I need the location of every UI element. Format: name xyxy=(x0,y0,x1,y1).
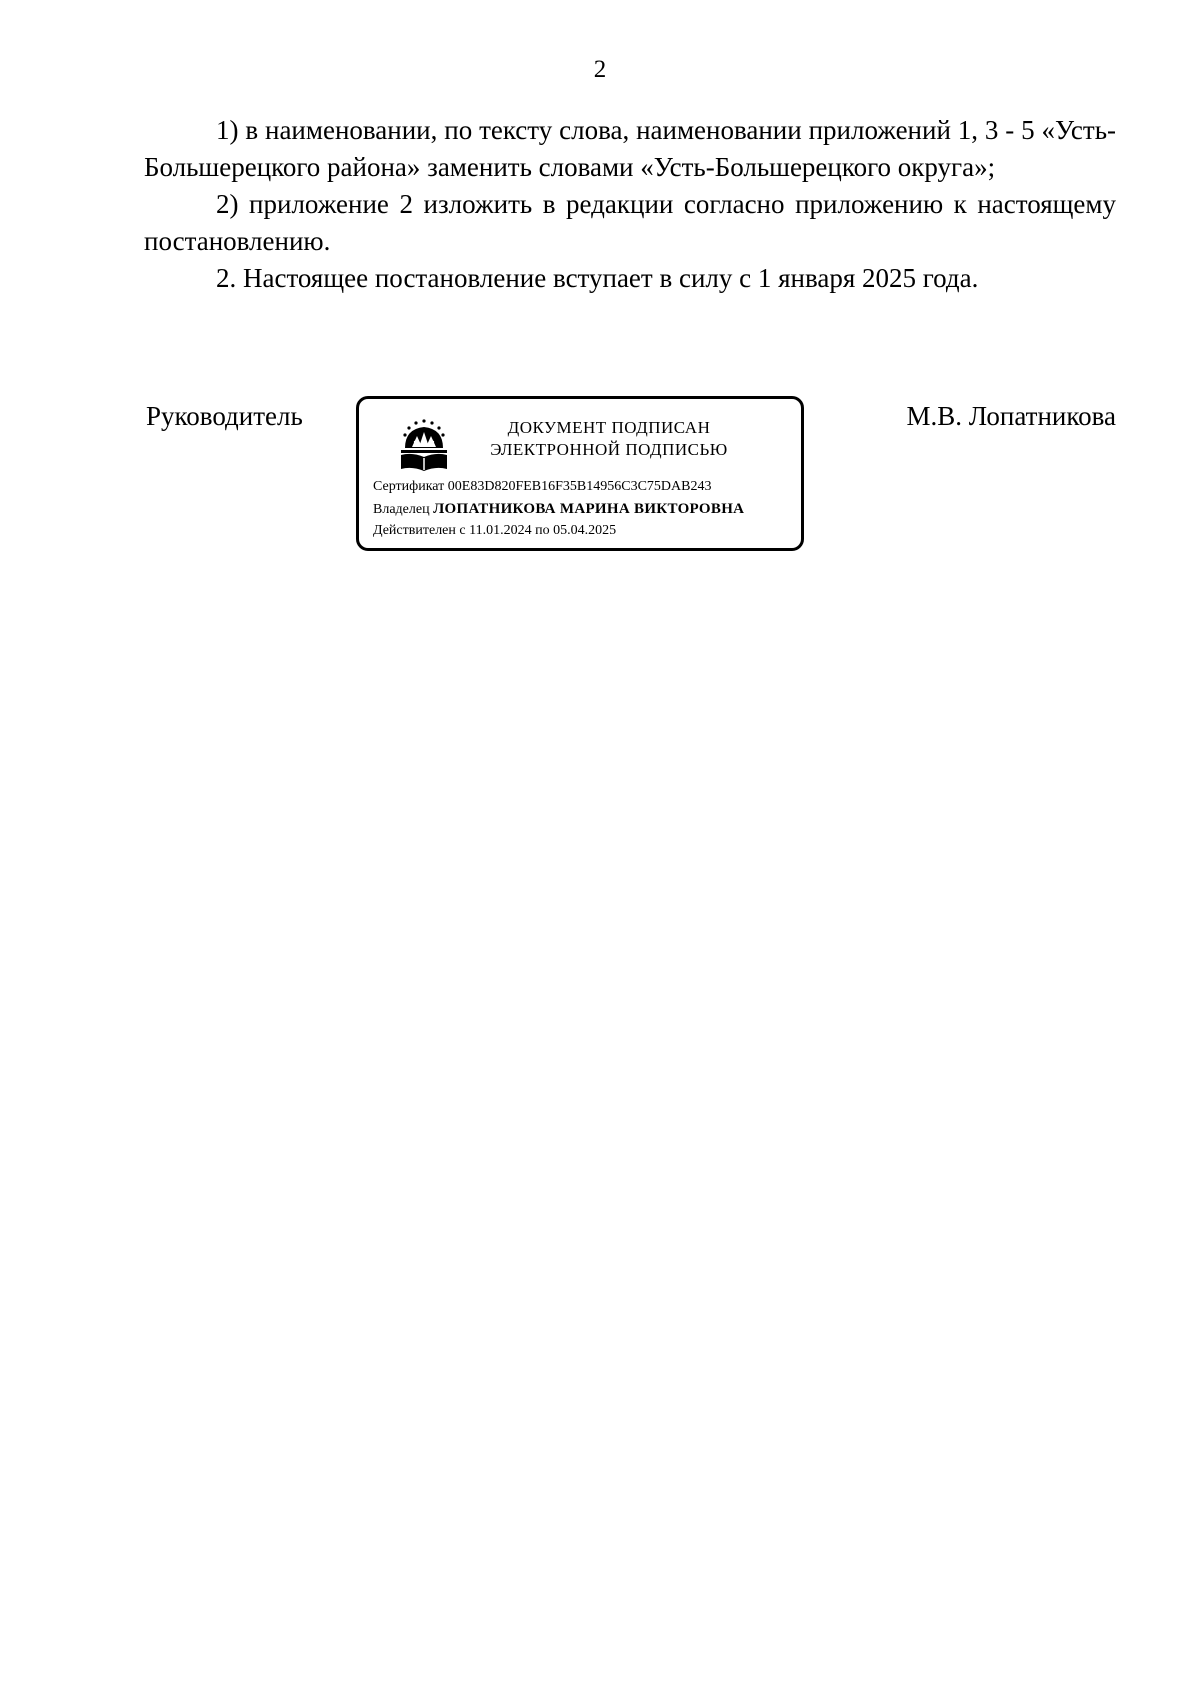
valid-to-date: 05.04.2025 xyxy=(553,523,617,538)
emblem-icon xyxy=(397,417,451,473)
stamp-heading xyxy=(459,417,759,461)
paragraph-item-2: 2) приложение 2 изложить в редакции согласно приложению к настоящему постановлению. xyxy=(144,189,1116,256)
paragraph-effective-date: 2. Настоящее постановление вступает в силу с 1 января 2025 года. xyxy=(216,263,979,293)
paragraph-item-1: 1) в наименовании, по тексту слова, наименовании приложений 1, 3 - 5 «Усть-Большерецкого района» заменить словами «Усть-Большерецкого округа»; xyxy=(144,115,1116,182)
signer-position: Руководитель xyxy=(146,401,303,431)
owner-label: Владелец xyxy=(373,502,430,517)
signer-name: М.В. Лопатникова xyxy=(906,401,1116,431)
valid-to-label: по xyxy=(535,523,550,538)
page-number: 2 xyxy=(593,56,607,83)
owner-value: ЛОПАТНИКОВА МАРИНА ВИКТОРОВНА xyxy=(433,501,745,517)
valid-from-date: 11.01.2024 xyxy=(469,523,532,538)
stamp-owner-line xyxy=(373,501,744,518)
valid-from-label: с xyxy=(459,523,466,538)
signature-block xyxy=(144,396,1116,576)
stamp-heading-line-2: ЭЛЕКТРОННОЙ ПОДПИСЬЮ xyxy=(490,440,728,459)
document-body xyxy=(144,112,1116,297)
valid-label: Действителен xyxy=(373,523,456,538)
certificate-label: Сертификат xyxy=(373,479,445,494)
stamp-certificate-line xyxy=(373,479,711,495)
stamp-validity-line xyxy=(373,523,616,539)
certificate-value: 00E83D820FEB16F35B14956C3C75DAB243 xyxy=(447,479,712,494)
electronic-signature-stamp xyxy=(356,396,804,551)
stamp-heading-line-1: ДОКУМЕНТ ПОДПИСАН xyxy=(507,418,711,437)
